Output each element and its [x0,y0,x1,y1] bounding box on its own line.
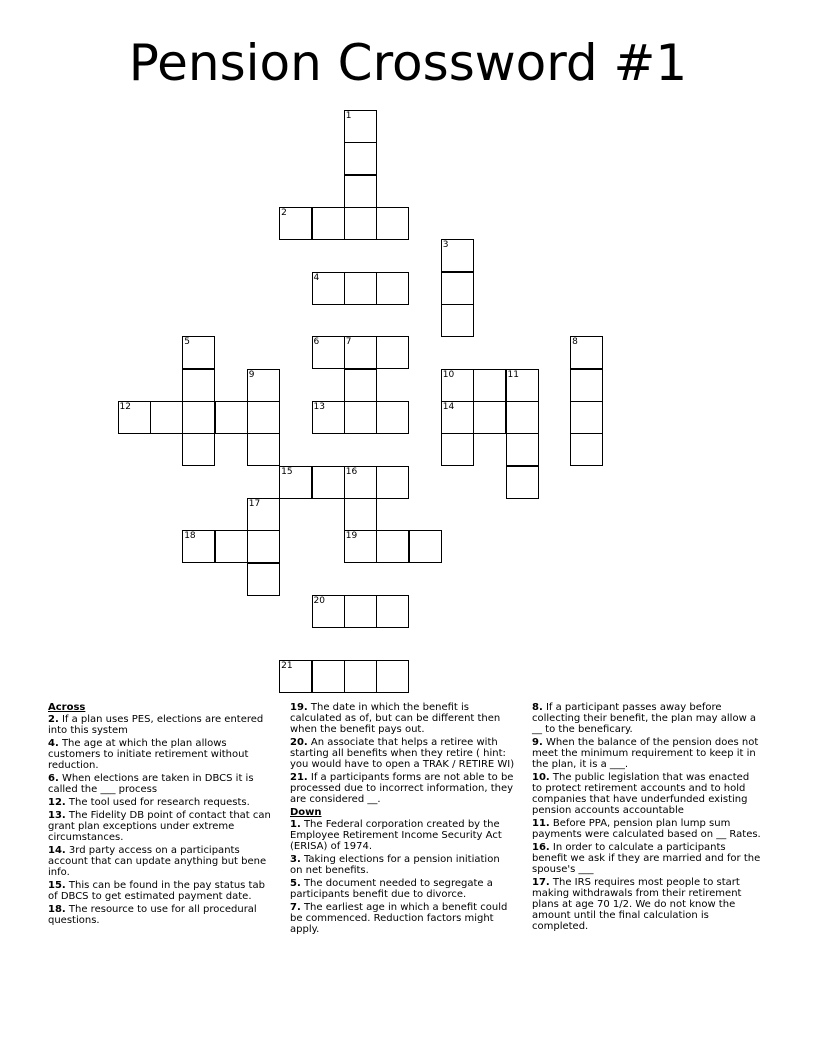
grid-cell[interactable] [344,466,377,499]
grid-cell[interactable] [441,304,474,337]
grid-cell[interactable] [312,207,345,240]
clue-down-8: 8. If a participant passes away before collecting their benefit, the plan may allow a __ to the beneficary. [532,702,757,735]
grid-cell[interactable] [344,530,377,563]
grid-cell[interactable] [441,401,474,434]
clue-down-10: 10. The public legislation that was enacted to protect retirement accounts and to hold companies that have underfunded existing pension accounts accountable [532,772,750,816]
clue-down-16: 16. In order to calculate a participants benefit we ask if they are married and for the spouse's ___ [532,842,761,875]
clue-number: 5 [184,337,190,348]
grid-cell[interactable] [344,142,377,175]
grid-cell[interactable] [570,401,603,434]
grid-cell[interactable] [312,336,345,369]
clue-number: 21 [281,660,293,671]
grid-cell[interactable] [247,433,280,466]
clue-across-2: 2. If a plan uses PES, elections are entered into this system [48,714,264,736]
clue-column-1 [48,702,273,928]
clue-number: 9 [248,369,255,380]
grid-cell[interactable] [247,530,280,563]
clue-down-1: 1. The Federal corporation created by the Employee Retirement Income Security Act (ERISA) of 1974. [290,819,502,852]
grid-cell[interactable] [344,401,377,434]
grid-cell[interactable] [344,175,377,208]
clue-number: 17 [248,499,261,509]
grid-cell[interactable] [570,433,603,466]
grid-cell[interactable] [247,498,280,531]
clue-number: 12 [119,402,131,412]
grid-cell[interactable] [376,660,409,693]
grid-cell[interactable] [376,530,409,563]
grid-cell[interactable] [182,336,215,369]
clue-number: 6 [313,337,320,348]
grid-cell[interactable] [506,433,539,466]
grid-cell[interactable] [182,369,215,402]
grid-cell[interactable] [376,401,409,434]
grid-cell[interactable] [441,272,474,305]
grid-cell[interactable] [118,401,151,434]
grid-cell[interactable] [473,401,506,434]
clue-number: 2 [281,208,287,218]
clue-across-4: 4. The age at which the plan allows customers to initiate retirement without reduction. [48,738,249,771]
across-heading: Across [48,702,86,713]
grid-cell[interactable] [376,207,409,240]
grid-cell[interactable] [506,401,539,434]
clue-column-2 [290,702,515,937]
grid-cell[interactable] [506,466,539,499]
down-heading: Down [290,807,322,818]
clue-number: 14 [442,402,455,412]
grid-cell[interactable] [182,530,215,563]
page-title: Pension Crossword #1 [128,34,688,92]
grid-cell[interactable] [312,401,345,434]
grid-cell[interactable] [215,530,248,563]
clue-number: 15 [281,466,293,477]
grid-cell[interactable] [344,336,377,369]
clue-across-19: 19. The date in which the benefit is calculated as of, but can be different then when the benefit pays out. [290,702,501,735]
clue-down-11: 11. Before PPA, pension plan lump sum payments were calculated based on __ Rates. [532,818,761,840]
grid-cell[interactable] [312,272,345,305]
clue-across-14: 14. 3rd party access on a participants account that can update anything but bene info. [48,845,267,878]
grid-cell[interactable] [376,272,409,305]
grid-cell[interactable] [247,369,280,402]
clue-across-13: 13. The Fidelity DB point of contact that can grant plan exceptions under extreme circumstances. [48,810,271,843]
grid-cell[interactable] [182,433,215,466]
clue-down-5: 5. The document needed to segregate a participants benefit due to divorce. [290,878,493,900]
clue-number: 20 [313,596,325,606]
grid-cell[interactable] [344,369,377,402]
grid-cell[interactable] [279,660,312,693]
grid-cell[interactable] [344,110,377,143]
clue-down-3: 3. Taking elections for a pension initiation on net benefits. [290,854,500,876]
grid-cell[interactable] [441,433,474,466]
clue-across-18: 18. The resource to use for all procedural questions. [48,904,257,926]
clue-number: 1 [345,111,352,121]
clue-number: 11 [507,369,519,380]
clue-number: 8 [572,337,578,348]
clue-number: 13 [313,402,325,412]
clue-number: 19 [345,531,358,542]
clue-down-7: 7. The earliest age in which a benefit could be commenced. Reduction factors might apply. [290,902,508,935]
clue-across-12: 12. The tool used for research requests. [48,797,250,808]
grid-cell[interactable] [473,369,506,402]
grid-cell[interactable] [279,207,312,240]
grid-cell[interactable] [312,595,345,628]
clue-across-21: 21. If a participants forms are not able to be processed due to incorrect information, they are considered __. [290,772,514,805]
grid-cell[interactable] [506,369,539,402]
clue-across-6: 6. When elections are taken in DBCS it is called the ___ process [48,773,254,795]
grid-cell[interactable] [441,239,474,272]
grid-cell[interactable] [344,272,377,305]
grid-cell[interactable] [376,595,409,628]
grid-cell[interactable] [312,466,345,499]
clue-number: 4 [313,272,320,283]
grid-cell[interactable] [279,466,312,499]
clue-number: 7 [345,337,352,348]
clue-number: 18 [184,531,196,542]
grid-cell[interactable] [570,369,603,402]
grid-cell[interactable] [409,530,442,563]
grid-cell[interactable] [376,466,409,499]
grid-cell[interactable] [344,207,377,240]
grid-cell[interactable] [247,563,280,596]
clue-column-3 [532,702,762,934]
grid-cell[interactable] [182,401,215,434]
grid-cell[interactable] [441,369,474,402]
grid-cell[interactable] [247,401,280,434]
clue-down-17: 17. The IRS requires most people to start making withdrawals from their retirement plans at age 70 1/2. We do not know the amount until the final calculation is completed. [532,877,742,932]
grid-cell[interactable] [150,401,183,434]
grid-cell[interactable] [570,336,603,369]
clue-number: 10 [442,369,455,380]
grid-cell[interactable] [312,660,345,693]
clue-number: 16 [345,466,358,477]
clue-down-9: 9. When the balance of the pension does not meet the minimum requirement to keep it in the plan, it is a ___. [532,737,759,770]
grid-cell[interactable] [344,660,377,693]
clue-across-20: 20. An associate that helps a retiree with starting all benefits when they retire ( hint: you would have to open a TRAK / RETIRE WI) [290,737,515,770]
clue-number: 3 [442,240,449,251]
clue-across-15: 15. This can be found in the pay status tab of DBCS to get estimated payment date. [48,880,265,902]
grid-cell[interactable] [215,401,248,434]
grid-cell[interactable] [344,498,377,531]
grid-cell[interactable] [376,336,409,369]
grid-cell[interactable] [344,595,377,628]
